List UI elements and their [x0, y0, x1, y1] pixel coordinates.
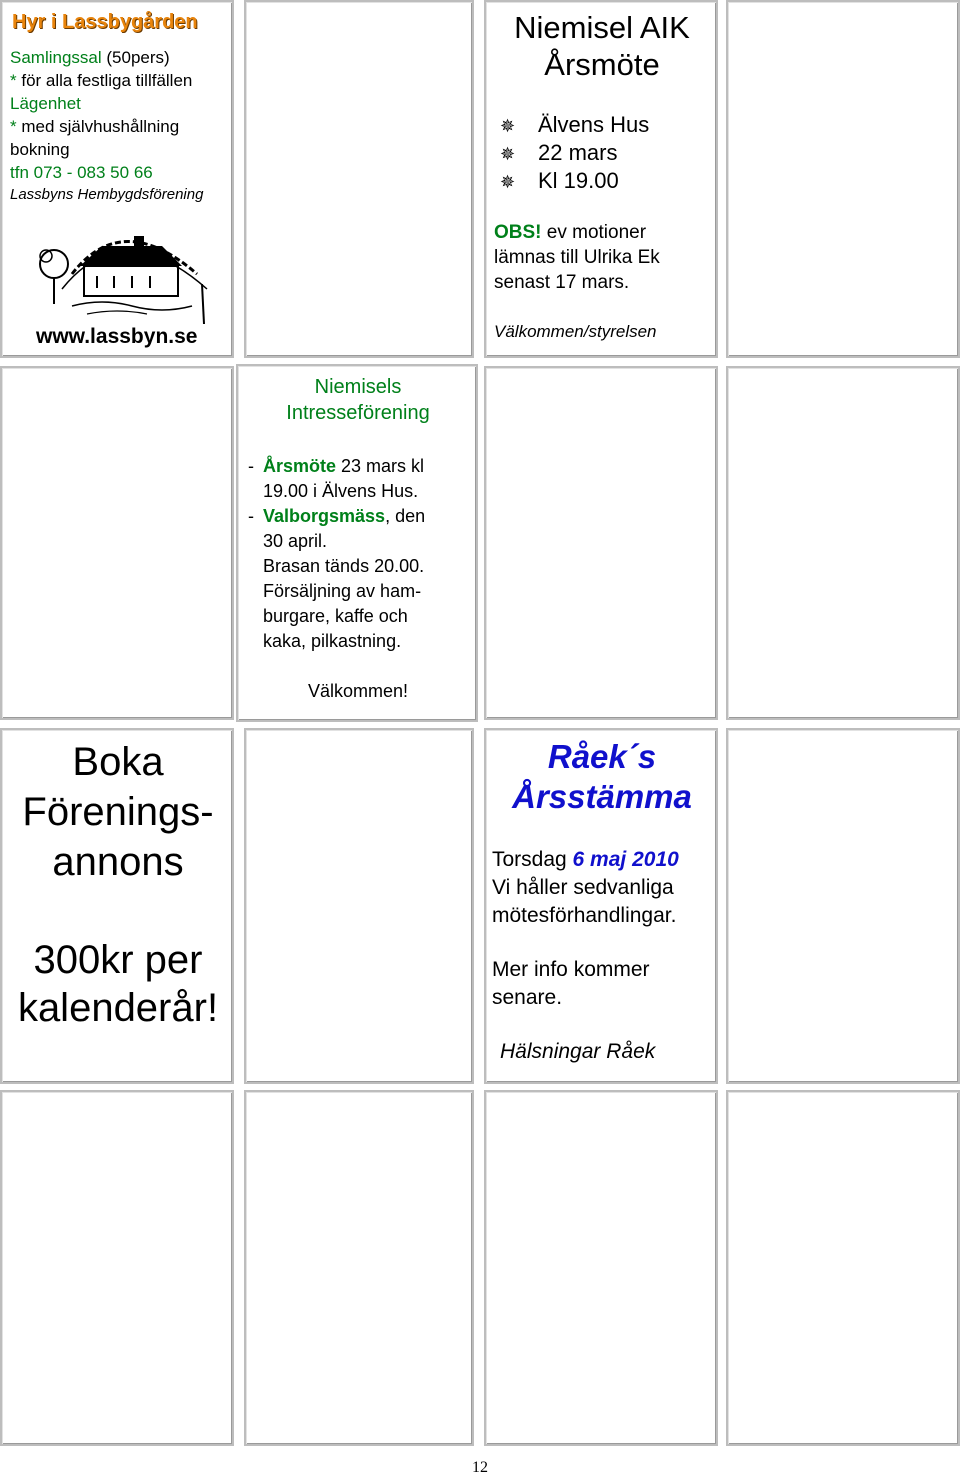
raek-line-2: Vi håller sedvanliga: [492, 876, 674, 899]
empty-box: [726, 728, 960, 1084]
bonfire-line: Brasan tänds 20.00.: [263, 556, 425, 576]
valborg-line: Valborgsmäss, den: [263, 506, 426, 526]
annons-price: 300kr per: [33, 938, 203, 982]
raek-title: Råek´s: [547, 738, 657, 775]
aik-signature: Välkommen/styrelsen: [494, 322, 657, 341]
dash-1: -: [248, 456, 254, 476]
aik-arsmote-ad: [484, 0, 718, 358]
empty-box: [0, 366, 234, 720]
hushall-line: * med självhushållning: [10, 117, 180, 136]
bullet-time: ✵ Kl 19.00: [500, 168, 619, 193]
bullet-venue: ✵ Älvens Hus: [500, 112, 650, 137]
organisation-name: Lassbyns Hembygdsförening: [10, 186, 204, 203]
logo-url: www.lassbyn.se: [36, 325, 198, 348]
forenings-annons-ad: [0, 728, 234, 1084]
samlingssal-line: Samlingssal (50pers): [10, 48, 170, 67]
intresse-welcome: Välkommen!: [307, 681, 409, 701]
raek-date-line: Torsdag 6 maj 2010: [492, 848, 679, 871]
raek-line-5: senare.: [492, 986, 563, 1009]
valborg-date: 30 april.: [263, 531, 328, 551]
raek-signature: Hälsningar Råek: [500, 1040, 656, 1063]
lassbyn-ad: [0, 0, 234, 358]
phone-line: tfn 073 - 083 50 66: [10, 163, 153, 182]
empty-box: [726, 1090, 960, 1446]
star-bullet-icon: ✵: [500, 116, 516, 136]
annons-line-1: Boka: [72, 740, 164, 784]
sales-line-3: kaka, pilkastning.: [263, 631, 402, 651]
star-bullet-icon: ✵: [500, 144, 516, 164]
annons-line-2: Förenings-: [22, 790, 214, 834]
empty-box: [726, 366, 960, 720]
sales-line-1: Försäljning av ham-: [263, 581, 422, 601]
raek-line-4: Mer info kommer: [492, 958, 650, 981]
raek-line-3: mötesförhandlingar.: [492, 904, 677, 927]
intresse-subtitle: Intresseförening: [286, 402, 430, 424]
dash-2: -: [248, 506, 254, 526]
raek-arsstamma-ad: [484, 728, 718, 1084]
arsmote-line: Årsmöte 23 mars kl: [263, 456, 425, 476]
empty-box: [0, 1090, 234, 1446]
aik-title: Niemisel AIK: [514, 10, 690, 45]
aik-subtitle: Årsmöte: [544, 47, 660, 82]
empty-box: [244, 728, 474, 1084]
annons-period: kalenderår!: [17, 986, 219, 1030]
raek-subtitle: Årsstämma: [512, 778, 692, 815]
empty-box: [244, 1090, 474, 1446]
motion-line: lämnas till Ulrika Ek: [494, 247, 660, 268]
page-number: 12: [472, 1459, 488, 1476]
festliga-line: * för alla festliga tillfällen: [10, 71, 193, 90]
obs-line: OBS! ev motioner: [494, 222, 647, 243]
empty-box: [484, 366, 718, 720]
sales-line-2: burgare, kaffe och: [263, 606, 408, 626]
time-place-line: 19.00 i Älvens Hus.: [263, 481, 419, 501]
empty-box: [484, 1090, 718, 1446]
lassbyn-title: Hyr i Lassbygården: [12, 11, 198, 33]
intresse-title: Niemisels: [314, 376, 402, 398]
lagenhet-line: Lägenhet: [10, 94, 81, 113]
empty-box: [244, 0, 474, 358]
lassbyn-logo: [32, 214, 210, 350]
empty-box: [726, 0, 960, 358]
bokning-line: bokning: [10, 140, 70, 159]
star-bullet-icon: ✵: [500, 172, 516, 192]
deadline-line: senast 17 mars.: [494, 272, 630, 293]
bullet-date: ✵ 22 mars: [500, 140, 618, 165]
intresseforening-ad: [236, 364, 478, 722]
annons-line-3: annons: [52, 840, 184, 884]
